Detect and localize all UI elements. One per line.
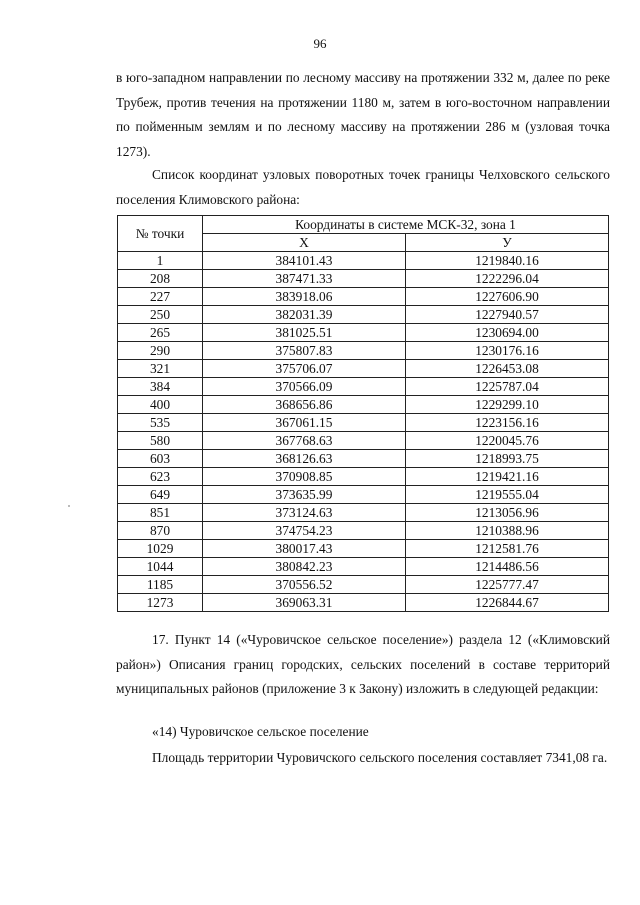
- y-coordinate-cell: 1230694.00: [406, 324, 609, 342]
- table-row: [118, 504, 609, 522]
- point-number-cell: 290: [118, 342, 203, 360]
- point-number-cell: 649: [118, 486, 203, 504]
- table-header-row: [118, 216, 609, 234]
- x-coordinate-cell: 368656.86: [203, 396, 406, 414]
- x-coordinate-cell: 384101.43: [203, 252, 406, 270]
- table-row: [118, 558, 609, 576]
- table-row: [118, 306, 609, 324]
- y-coordinate-cell: 1230176.16: [406, 342, 609, 360]
- point-number-cell: 623: [118, 468, 203, 486]
- table-row: [118, 594, 609, 612]
- coordinates-table: [117, 215, 609, 612]
- x-coordinate-cell: 382031.39: [203, 306, 406, 324]
- x-coordinate-cell: 367061.15: [203, 414, 406, 432]
- table-row: [118, 540, 609, 558]
- intro-paragraph: в юго-западном направлении по лесному массиву на протяжении 332 м, далее по реке Трубеж, против течения на протяжении 1180 м, затем в юго-восточном направлении по пойменным землям и по лесному массиву на протяжении 286 м (узловая точка 1273).: [116, 70, 610, 159]
- point-number-cell: 1: [118, 252, 203, 270]
- header-coordinate-system: Координаты в системе МСК-32, зона 1: [203, 216, 609, 234]
- table-row: [118, 324, 609, 342]
- table-row: [118, 360, 609, 378]
- table-row: [118, 576, 609, 594]
- point-number-cell: 1044: [118, 558, 203, 576]
- table-row: [118, 468, 609, 486]
- table-body: [118, 252, 609, 612]
- y-coordinate-cell: 1227940.57: [406, 306, 609, 324]
- page-number: 96: [313, 36, 327, 51]
- y-coordinate-cell: 1210388.96: [406, 522, 609, 540]
- y-coordinate-cell: 1219840.16: [406, 252, 609, 270]
- point-number-cell: 535: [118, 414, 203, 432]
- table-row: [118, 522, 609, 540]
- x-coordinate-cell: 368126.63: [203, 450, 406, 468]
- point-number-cell: 384: [118, 378, 203, 396]
- header-point-number: № точки: [118, 216, 203, 252]
- y-coordinate-cell: 1225777.47: [406, 576, 609, 594]
- area-paragraph: Площадь территории Чуровичского сельского поселения составляет 7341,08 га.: [152, 750, 608, 765]
- scan-speck: [68, 505, 70, 507]
- point-number-cell: 321: [118, 360, 203, 378]
- point-number-cell: 1273: [118, 594, 203, 612]
- y-coordinate-cell: 1229299.10: [406, 396, 609, 414]
- x-coordinate-cell: 380017.43: [203, 540, 406, 558]
- y-coordinate-cell: 1213056.96: [406, 504, 609, 522]
- x-coordinate-cell: 381025.51: [203, 324, 406, 342]
- table-row: [118, 450, 609, 468]
- point-number-cell: 580: [118, 432, 203, 450]
- x-coordinate-cell: 369063.31: [203, 594, 406, 612]
- table-row: [118, 432, 609, 450]
- y-coordinate-cell: 1212581.76: [406, 540, 609, 558]
- y-coordinate-cell: 1227606.90: [406, 288, 609, 306]
- point-number-cell: 227: [118, 288, 203, 306]
- x-coordinate-cell: 373635.99: [203, 486, 406, 504]
- x-coordinate-cell: 380842.23: [203, 558, 406, 576]
- x-coordinate-cell: 370566.09: [203, 378, 406, 396]
- table-row: [118, 486, 609, 504]
- point-number-cell: 603: [118, 450, 203, 468]
- x-coordinate-cell: 373124.63: [203, 504, 406, 522]
- y-coordinate-cell: 1226453.08: [406, 360, 609, 378]
- y-coordinate-cell: 1219421.16: [406, 468, 609, 486]
- point-number-cell: 265: [118, 324, 203, 342]
- y-coordinate-cell: 1223156.16: [406, 414, 609, 432]
- x-coordinate-cell: 370556.52: [203, 576, 406, 594]
- x-coordinate-cell: 387471.33: [203, 270, 406, 288]
- point-number-cell: 208: [118, 270, 203, 288]
- y-coordinate-cell: 1226844.67: [406, 594, 609, 612]
- list-heading: Список координат узловых поворотных точек границы Челховского сельского поселения Климовского района:: [116, 167, 610, 207]
- point-number-cell: 1185: [118, 576, 203, 594]
- table-row: [118, 396, 609, 414]
- x-coordinate-cell: 375706.07: [203, 360, 406, 378]
- point-number-cell: 400: [118, 396, 203, 414]
- x-coordinate-cell: 370908.85: [203, 468, 406, 486]
- table-row: [118, 270, 609, 288]
- y-coordinate-cell: 1214486.56: [406, 558, 609, 576]
- point-number-cell: 870: [118, 522, 203, 540]
- table-row: [118, 288, 609, 306]
- table-row: [118, 342, 609, 360]
- x-coordinate-cell: 374754.23: [203, 522, 406, 540]
- header-y: У: [406, 234, 609, 252]
- point-number-cell: 250: [118, 306, 203, 324]
- x-coordinate-cell: 383918.06: [203, 288, 406, 306]
- y-coordinate-cell: 1218993.75: [406, 450, 609, 468]
- y-coordinate-cell: 1220045.76: [406, 432, 609, 450]
- subheading-paragraph: «14) Чуровичское сельское поселение: [152, 724, 369, 739]
- y-coordinate-cell: 1219555.04: [406, 486, 609, 504]
- y-coordinate-cell: 1225787.04: [406, 378, 609, 396]
- x-coordinate-cell: 367768.63: [203, 432, 406, 450]
- clause-paragraph: 17. Пункт 14 («Чуровичское сельское поселение») раздела 12 («Климовский район») Описания границ городских, сельских поселений в составе территорий муниципальных районов (приложение 3 к Закону) изложить в следующей редакции:: [116, 632, 610, 696]
- point-number-cell: 1029: [118, 540, 203, 558]
- header-x: Х: [203, 234, 406, 252]
- x-coordinate-cell: 375807.83: [203, 342, 406, 360]
- point-number-cell: 851: [118, 504, 203, 522]
- table-row: [118, 252, 609, 270]
- y-coordinate-cell: 1222296.04: [406, 270, 609, 288]
- table-row: [118, 414, 609, 432]
- table-row: [118, 378, 609, 396]
